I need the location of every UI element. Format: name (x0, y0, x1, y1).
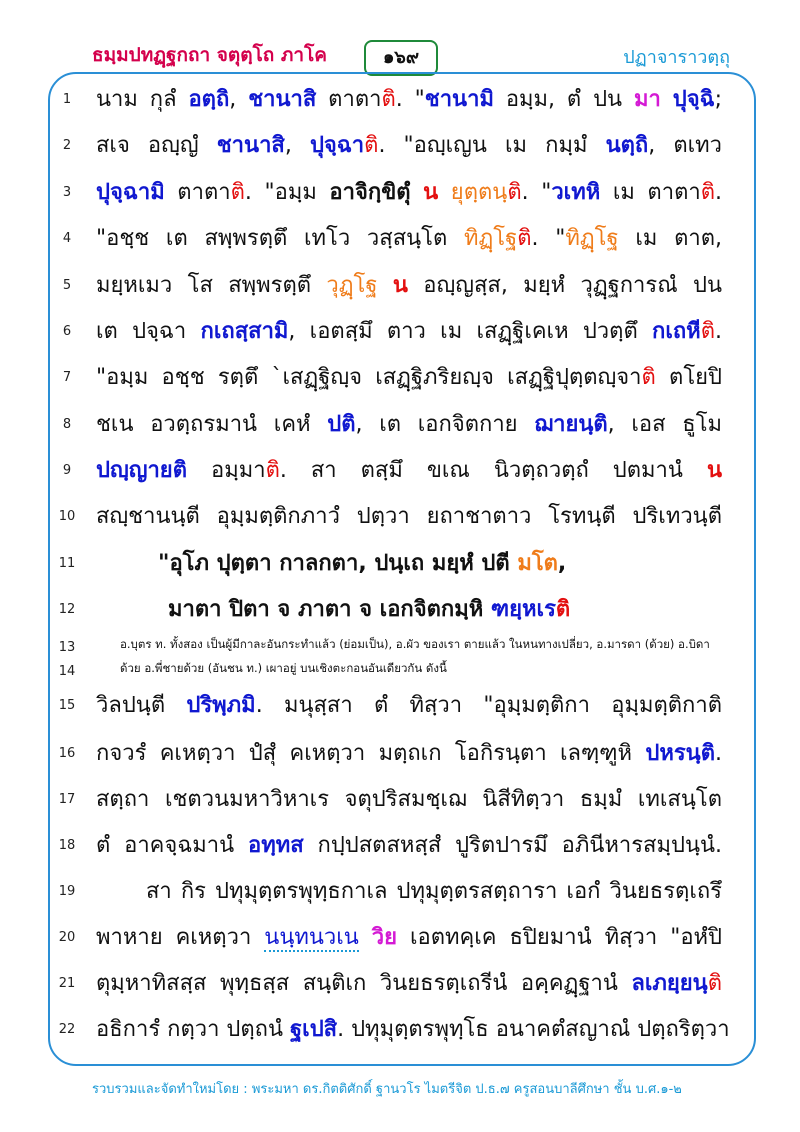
footnote-text: ด้วย อ.พี่ชายด้วย (อันชน ท.) เผาอยู่ บนเชิงตะกอนอันเดียวกัน ดังนี้ (120, 661, 447, 675)
line-text (96, 358, 722, 398)
highlighted-word: น (706, 458, 722, 483)
line-number: 15 (58, 698, 76, 713)
highlighted-word: นนฺทนวเน (264, 925, 359, 950)
line-text (146, 872, 722, 912)
line-text (96, 312, 722, 352)
highlighted-word: ปุจฺฉามิ (96, 180, 165, 205)
text-fragment (359, 925, 372, 950)
text-line (0, 872, 800, 912)
text-fragment: อมฺม, ตํ ปน (493, 87, 634, 112)
text-fragment: , เต เอกจิตกาย (355, 412, 535, 437)
text-fragment: กปฺปสตสหสฺสํ ปูริตปารมึ อภินีหารสมฺปนฺนํ. (303, 833, 723, 858)
text-line (0, 405, 800, 445)
text-fragment: กจวรํ คเหตฺวา ปํสุํ คเหตฺวา มตฺถเก โอกิรนฺตา เลฑฺฑูหิ (96, 741, 646, 766)
line-number: 5 (62, 278, 72, 293)
highlighted-word: ติ (700, 319, 715, 344)
text-fragment: สญฺชานนฺตี อุมฺมตฺติกภาวํ ปตฺวา ยถาชาตาว โรทนฺตี ปริเทวนฺตี (96, 504, 722, 529)
text-fragment: นาม กุลํ (96, 87, 189, 112)
highlighted-word: ปุจฺฉา (309, 133, 365, 158)
page-footer: รวบรวมและจัดทำใหม่โดย : พระมหา ดร.กิตติศักดิ์ ฐานวโร ไมตรีจิต ป.ธ.๗ ครูสอนบาลีศึกษา ชั้น บ.ศ.๑-๒ (92, 1082, 682, 1097)
text-fragment: , ตเทว (648, 133, 722, 158)
highlighted-word: ติ (707, 971, 722, 996)
text-fragment: ตํ อาคจฺฉมานํ (96, 833, 249, 858)
line-number: 1 (62, 92, 72, 107)
text-line (0, 126, 800, 166)
verse-text (158, 544, 784, 584)
highlighted-word: กเถสฺสามิ (200, 319, 289, 344)
section-title: ปฏาจาราวตฺถุ (623, 47, 730, 68)
highlighted-word: ติ (555, 597, 571, 622)
text-fragment: ติ (707, 693, 722, 718)
text-line (0, 780, 800, 820)
text-fragment: เม ตาตา (600, 180, 701, 205)
line-number: 9 (62, 463, 72, 478)
text-fragment (411, 180, 424, 205)
highlighted-word: ติ (700, 180, 716, 205)
line-text (96, 266, 722, 306)
text-fragment: มาตา ปิตา จ ภาตา จ เอกจิตกมฺหิ (168, 597, 491, 622)
text-line (0, 918, 800, 958)
text-fragment: อมฺมา (187, 458, 266, 483)
text-fragment: , เอส ธูโม (607, 412, 723, 437)
line-text (96, 80, 722, 120)
text-fragment: . " (521, 180, 552, 205)
text-fragment: . " (395, 87, 425, 112)
line-number: 20 (58, 930, 76, 945)
highlighted-word: ปุจฺฉิ (672, 87, 715, 112)
text-fragment: อธิการํ กตฺวา ปตฺถนํ (96, 1017, 291, 1042)
text-fragment: . มนุสฺสา ตํ ทิสฺวา "อุมฺมตฺติกา อุมฺมตฺติกา (255, 693, 708, 718)
highlighted-word: ติ (230, 180, 245, 205)
line-number: 7 (62, 370, 72, 385)
highlighted-word: อทฺทส (248, 833, 304, 858)
text-fragment: มยฺหเมว โส สพฺพรตฺตึ (96, 273, 327, 298)
page-number: ๑๖๙ (364, 40, 438, 76)
text-line (0, 173, 800, 213)
line-number: 2 (62, 138, 72, 153)
text-fragment: เต ปจฺฉา (96, 319, 201, 344)
highlighted-word: วิย (371, 925, 398, 950)
text-fragment: ชเน อวตฺถรมานํ เคหํ (96, 412, 328, 437)
highlighted-word: ทิฏฺโฐ (464, 226, 518, 251)
text-fragment: . " (531, 226, 566, 251)
highlighted-word: มโต (517, 551, 558, 576)
text-fragment: . "อญฺเญน เม กมฺมํ (378, 133, 606, 158)
text-line (0, 1010, 800, 1050)
text-line (0, 826, 800, 866)
highlighted-word: ฐเปสิ (290, 1017, 338, 1042)
text-line (0, 266, 800, 306)
text-fragment: ตาตา (164, 180, 231, 205)
text-fragment: เม ตาต, (618, 226, 722, 251)
highlighted-word: ฑยฺหเร (490, 597, 556, 622)
highlighted-word: ติ (507, 180, 522, 205)
text-fragment: อญฺญสฺส, มยฺหํ วุฏฺฐการณํ ปน (407, 273, 722, 298)
text-line (0, 497, 800, 537)
footnote-text: อ.บุตร ท. ทั้งสอง เป็นผู้มีกาละอันกระทำแล้ว (ย่อมเป็น), อ.ผัว ของเรา ตายแล้ว ในหนทางเปลี่ยว, อ.มารดา (ด้วย) อ.บิดา (120, 637, 710, 651)
line-number: 16 (58, 746, 76, 761)
line-number: 18 (58, 838, 76, 853)
text-fragment: "อมฺม อชฺช รตฺตึ `เสฏฺฐิญฺจ เสฏฺฐิภริยญฺจ เสฏฺฐิปุตฺตญฺจา (96, 365, 642, 390)
line-text (96, 1010, 730, 1050)
highlighted-word: ติ (517, 226, 532, 251)
line-text (96, 826, 722, 866)
highlighted-word: ปหรนฺติ (645, 741, 715, 766)
text-fragment: ; (714, 87, 722, 112)
text-fragment: สา กิร ปทุมุตฺตรพุทฺธกาเล ปทุมุตฺตรสตฺถารา เอกํ วินยธรตฺเถรึ (146, 879, 722, 904)
highlighted-word: ติ (364, 133, 379, 158)
text-line (0, 544, 800, 584)
text-fragment: , (557, 551, 567, 576)
text-fragment: , (284, 133, 310, 158)
text-line (0, 312, 800, 352)
text-fragment: สตฺถา เชตวนมหาวิหาเร จตุปริสมชฺเฌ นิสีทิตฺวา ธมฺมํ เทเสนฺโต (96, 787, 722, 812)
text-line (0, 964, 800, 1004)
line-number: 8 (62, 417, 72, 432)
text-line (0, 80, 800, 120)
text-fragment: ตุมฺหาทิสสฺส พุทฺธสฺส สนฺติเก วินยธรตฺเถรีนํ อคฺคฏฺฐานํ (96, 971, 632, 996)
line-text (96, 780, 722, 820)
highlighted-word: วุฏฺโฐ (326, 273, 378, 298)
line-text (96, 451, 722, 491)
highlighted-word: ลเภยฺยนฺ (631, 971, 708, 996)
line-text (96, 964, 722, 1004)
text-fragment: ตาตา (316, 87, 382, 112)
text-fragment: . (714, 319, 722, 344)
highlighted-word: ปญฺญายติ (96, 458, 187, 483)
text-fragment: . (715, 180, 723, 205)
highlighted-word: นตฺถิ (605, 133, 649, 158)
line-text (96, 126, 722, 166)
text-fragment: . (715, 741, 722, 766)
highlighted-word: ปริพฺภมิ (186, 693, 256, 718)
highlighted-word: ฌายนฺติ (534, 412, 608, 437)
text-fragment: . "อมฺม (244, 180, 330, 205)
line-number: 10 (58, 509, 76, 524)
highlighted-word: ปติ (327, 412, 356, 437)
line-number: 11 (58, 556, 76, 571)
highlighted-word: น (423, 180, 439, 205)
line-text (96, 173, 722, 213)
running-title: ธมฺมปทฏฺฐกถา จตุตฺโถ ภาโค (92, 44, 328, 66)
text-fragment (378, 273, 393, 298)
footnote-line (0, 658, 800, 698)
text-fragment: . สา ตสฺมึ ขเณ นิวตฺถวตฺถํ ปตมานํ (279, 458, 707, 483)
text-line (0, 451, 800, 491)
highlighted-word: กเถหี (652, 319, 701, 344)
highlighted-word: มา (633, 87, 661, 112)
highlighted-word: ชานาสิ (216, 133, 285, 158)
line-text (96, 405, 722, 445)
text-fragment: พาหาย คเหตฺวา (96, 925, 265, 950)
line-number: 12 (58, 602, 76, 617)
text-fragment: วิลปนฺตี (96, 693, 187, 718)
text-line (0, 219, 800, 259)
line-text (96, 497, 722, 537)
text-fragment: , เอตสฺมึ ตาว เม เสฏฺฐิเคเห ปวตฺตึ (288, 319, 653, 344)
line-text (96, 734, 722, 774)
text-fragment: , (229, 87, 249, 112)
text-fragment: สเจ อญฺญํ (96, 133, 217, 158)
highlighted-word: ติ (641, 365, 656, 390)
text-fragment: "อชฺช เต สพฺพรตฺตึ เทโว วสฺสนฺโต (96, 226, 464, 251)
text-fragment: . ปทุมุตฺตรพุทฺโธ อนาคตํสญาณํ ปตฺถริตฺวา (337, 1017, 730, 1042)
line-number: 14 (58, 664, 76, 679)
line-number: 21 (58, 976, 76, 991)
text-fragment: เอตทคฺเค ธปิยมานํ ทิสฺวา "อหํปิ (397, 925, 722, 950)
text-fragment (661, 87, 673, 112)
highlighted-word: ชานามิ (424, 87, 494, 112)
line-number: 17 (58, 792, 76, 807)
line-number: 19 (58, 884, 76, 899)
text-line (0, 590, 800, 630)
text-fragment: "อุโภ ปุตฺตา กาลกตา, ปนฺเถ มยฺหํ ปตี (158, 551, 518, 576)
text-fragment (438, 180, 451, 205)
line-number: 4 (62, 231, 72, 246)
highlighted-word: ทิฏฺโฐ (565, 226, 619, 251)
line-number: 3 (62, 185, 72, 200)
text-line (0, 358, 800, 398)
highlighted-word: วเทหิ (551, 180, 601, 205)
line-text (96, 918, 722, 958)
line-text (96, 219, 722, 259)
line-number: 13 (58, 640, 76, 655)
highlighted-word: อตฺถิ (188, 87, 230, 112)
highlighted-word: ยุตฺตนฺ (450, 180, 508, 205)
text-line (0, 734, 800, 774)
line-number: 22 (58, 1022, 76, 1037)
highlighted-word: ติ (265, 458, 280, 483)
highlighted-word: ติ (381, 87, 396, 112)
text-fragment: ตโยปิ (655, 365, 722, 390)
line-number: 6 (62, 324, 72, 339)
highlighted-word: ชานาสิ (248, 87, 317, 112)
highlighted-word: อาจิกฺขิตุํ (329, 180, 411, 205)
highlighted-word: น (392, 273, 408, 298)
verse-text (168, 590, 794, 630)
